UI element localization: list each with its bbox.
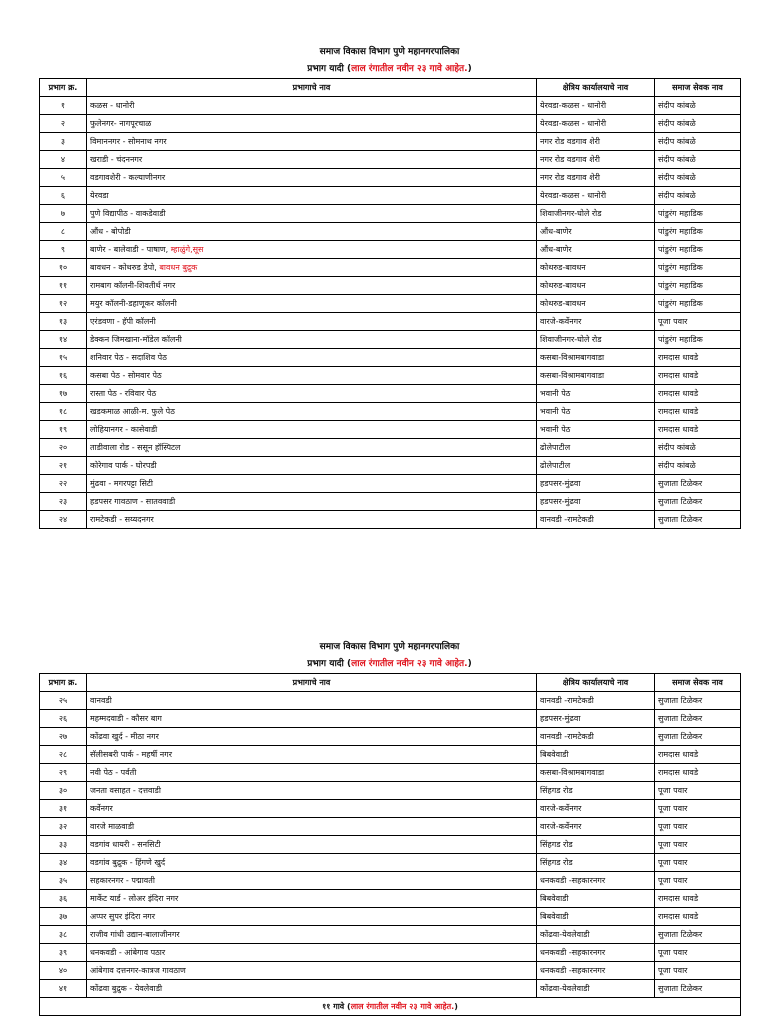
- ward-name-cell: [87, 511, 537, 529]
- office-name-cell: कोंढवा-येवलेवाडी: [537, 926, 655, 944]
- ward-name-text: शनिवार पेठ - सदाशिव पेठ: [90, 352, 167, 362]
- ward-no-cell: ३५: [40, 872, 87, 890]
- document-subtitle: [39, 655, 740, 673]
- ward-name-cell: [87, 187, 537, 205]
- office-name-cell: वानवडी -रामटेकडी: [537, 728, 655, 746]
- ward-name-text: अप्पर सुपर इंदिरा नगर: [90, 911, 156, 921]
- office-name-cell: कोथरुड-बावधन: [537, 277, 655, 295]
- ward-name-text: मुंढवा - मगरपट्टा सिटी: [90, 478, 153, 488]
- table-row: [40, 926, 741, 944]
- worker-name-cell: पांडुरंग महाडिक: [655, 205, 741, 223]
- ward-no-cell: ४१: [40, 980, 87, 998]
- ward-name-text: खडकमाळ आळी-म. फुले पेठ: [90, 406, 175, 416]
- table-row: [40, 962, 741, 980]
- subtitle-text: प्रभाग यादी (: [307, 659, 352, 669]
- table-row: [40, 367, 741, 385]
- office-name-cell: बिबवेवाडी: [537, 746, 655, 764]
- ward-no-cell: ३८: [40, 926, 87, 944]
- ward-name-text: वडगावशेरी - कल्याणीनगर: [90, 172, 166, 182]
- header-worker-name: समाज सेवक नाव: [655, 79, 741, 97]
- office-name-cell: कोथरुड-बावधन: [537, 295, 655, 313]
- worker-name-cell: संदीप कांबळे: [655, 115, 741, 133]
- ward-name-cell: [87, 277, 537, 295]
- office-name-cell: कोंढवा-येवलेवाडी: [537, 980, 655, 998]
- worker-name-cell: सुजाता टिळेकर: [655, 475, 741, 493]
- ward-no-cell: १४: [40, 331, 87, 349]
- worker-name-cell: पांडुरंग महाडिक: [655, 223, 741, 241]
- table-row: [40, 151, 741, 169]
- ward-name-text: धनकवडी - आंबेगाव पठार: [90, 947, 166, 957]
- table-row: [40, 385, 741, 403]
- table-row: [40, 944, 741, 962]
- header-ward-no: प्रभाग क्र.: [40, 79, 87, 97]
- ward-no-cell: २४: [40, 511, 87, 529]
- table-row: [40, 493, 741, 511]
- ward-name-text: ताडीवाला रोड - ससून हॉस्पिटल: [90, 442, 181, 452]
- worker-name-cell: पूजा पवार: [655, 782, 741, 800]
- office-name-cell: कसबा-विश्रामबागवाडा: [537, 764, 655, 782]
- worker-name-cell: रामदास धावडे: [655, 349, 741, 367]
- ward-name-cell: [87, 692, 537, 710]
- ward-name-cell: [87, 890, 537, 908]
- ward-name-text: राजीव गांधी उद्यान-बालाजीनगर: [90, 929, 180, 939]
- ward-name-text: हडपसर गावठाण - सातववाडी: [90, 496, 176, 506]
- header-ward-name: प्रभागाचे नाव: [87, 79, 537, 97]
- worker-name-cell: संदीप कांबळे: [655, 187, 741, 205]
- ward-name-text: मार्केट यार्ड - लोअर इंदिरा नगर: [90, 893, 179, 903]
- header-worker-name: समाज सेवक नाव: [655, 674, 741, 692]
- ward-no-cell: ४: [40, 151, 87, 169]
- worker-name-cell: सुजाता टिळेकर: [655, 692, 741, 710]
- subtitle-close: ): [467, 659, 472, 669]
- worker-name-cell: रामदास धावडे: [655, 908, 741, 926]
- ward-name-cell: [87, 295, 537, 313]
- table-row: [40, 259, 741, 277]
- ward-table-2: [39, 673, 741, 1016]
- ward-no-cell: २२: [40, 475, 87, 493]
- ward-no-cell: २९: [40, 764, 87, 782]
- table-row: [40, 277, 741, 295]
- office-name-cell: बिबवेवाडी: [537, 908, 655, 926]
- ward-no-cell: ४०: [40, 962, 87, 980]
- table-row: [40, 475, 741, 493]
- ward-name-cell: [87, 908, 537, 926]
- ward-no-cell: ७: [40, 205, 87, 223]
- ward-name-text: मयुर कॉलनी-डहाणूकर कॉलनी: [90, 298, 177, 308]
- worker-name-cell: सुजाता टिळेकर: [655, 728, 741, 746]
- table-row: [40, 205, 741, 223]
- worker-name-cell: पांडुरंग महाडिक: [655, 259, 741, 277]
- ward-name-text: डेक्कन जिमखाना-मॉडेल कॉलनी: [90, 334, 182, 344]
- table-header-row: [40, 79, 741, 97]
- worker-name-cell: संदीप कांबळे: [655, 439, 741, 457]
- worker-name-cell: रामदास धावडे: [655, 367, 741, 385]
- office-name-cell: येरवडा-कळस - धानोरी: [537, 115, 655, 133]
- subtitle-text: प्रभाग यादी (: [307, 64, 352, 74]
- ward-name-text: सॅलीसबरी पार्क - महर्षी नगर: [90, 749, 172, 759]
- ward-name-text: खराडी - चंदननगर: [90, 154, 143, 164]
- office-name-cell: वानवडी -रामटेकडी: [537, 511, 655, 529]
- ward-name-text: वारजे माळवाडी: [90, 821, 135, 831]
- ward-name-cell: [87, 421, 537, 439]
- ward-name-cell: [87, 818, 537, 836]
- ward-name-cell: [87, 980, 537, 998]
- office-name-cell: वारजे-कर्वेनगर: [537, 313, 655, 331]
- subtitle-close: ): [467, 64, 472, 74]
- office-name-cell: औंध-बाणेर: [537, 223, 655, 241]
- office-name-cell: औंध-बाणेर: [537, 241, 655, 259]
- header-ward-name: प्रभागाचे नाव: [87, 674, 537, 692]
- table-row: [40, 890, 741, 908]
- office-name-cell: वारजे-कर्वेनगर: [537, 800, 655, 818]
- document-subtitle: [39, 60, 740, 78]
- office-name-cell: कसबा-विश्रामबागवाडा: [537, 367, 655, 385]
- office-name-cell: धनकवडी -सहकारनगर: [537, 962, 655, 980]
- ward-no-cell: २८: [40, 746, 87, 764]
- office-name-cell: नगर रोड वडगाव शेरी: [537, 151, 655, 169]
- worker-name-cell: रामदास धावडे: [655, 421, 741, 439]
- table-row: [40, 764, 741, 782]
- ward-name-cell: [87, 331, 537, 349]
- ward-no-cell: ३९: [40, 944, 87, 962]
- office-name-cell: भवानी पेठ: [537, 403, 655, 421]
- header-office-name: क्षेत्रिय कार्यालयाचे नाव: [537, 79, 655, 97]
- worker-name-cell: पांडुरंग महाडिक: [655, 277, 741, 295]
- table-row: [40, 241, 741, 259]
- worker-name-cell: पांडुरंग महाडिक: [655, 241, 741, 259]
- office-name-cell: शिवाजीनगर-घोले रोड: [537, 205, 655, 223]
- ward-name-cell: [87, 367, 537, 385]
- ward-name-text: कसबा पेठ - सोमवार पेठ: [90, 370, 162, 380]
- ward-name-cell: [87, 439, 537, 457]
- worker-name-cell: रामदास धावडे: [655, 746, 741, 764]
- office-name-cell: येरवडा-कळस - धानोरी: [537, 187, 655, 205]
- office-name-cell: ढोलेपाटील: [537, 457, 655, 475]
- ward-name-cell: [87, 97, 537, 115]
- ward-no-cell: ३: [40, 133, 87, 151]
- ward-name-cell: [87, 926, 537, 944]
- ward-name-text: लोहियानगर - कासेवाडी: [90, 424, 158, 434]
- ward-no-cell: ५: [40, 169, 87, 187]
- worker-name-cell: पूजा पवार: [655, 962, 741, 980]
- ward-name-text: कळस - धानोरी: [90, 100, 135, 110]
- table-row: [40, 728, 741, 746]
- ward-name-cell: [87, 403, 537, 421]
- ward-no-cell: १६: [40, 367, 87, 385]
- ward-name-text: वानवडी: [90, 695, 112, 705]
- ward-no-cell: २०: [40, 439, 87, 457]
- table-row: [40, 133, 741, 151]
- subtitle-red-note: लाल रंगातील नवीन २३ गावे आहेत.: [351, 64, 468, 74]
- ward-no-cell: २५: [40, 692, 87, 710]
- ward-name-cell: [87, 475, 537, 493]
- office-name-cell: धनकवडी -सहकारनगर: [537, 944, 655, 962]
- worker-name-cell: रामदास धावडे: [655, 385, 741, 403]
- table-row: [40, 331, 741, 349]
- ward-name-cell: [87, 493, 537, 511]
- ward-name-text: नवी पेठ - पर्वती: [90, 767, 137, 777]
- worker-name-cell: सुजाता टिळेकर: [655, 710, 741, 728]
- table-row: [40, 403, 741, 421]
- ward-name-cell: [87, 115, 537, 133]
- header-office-name: क्षेत्रिय कार्यालयाचे नाव: [537, 674, 655, 692]
- ward-name-cell: [87, 223, 537, 241]
- villages-cell: [40, 998, 741, 1016]
- ward-no-cell: १०: [40, 259, 87, 277]
- table-row: [40, 439, 741, 457]
- header-ward-no: प्रभाग क्र.: [40, 674, 87, 692]
- ward-no-cell: ११: [40, 277, 87, 295]
- ward-name-text: विमाननगर - सोमनाथ नगर: [90, 136, 167, 146]
- ward-name-cell: [87, 169, 537, 187]
- ward-no-cell: २१: [40, 457, 87, 475]
- worker-name-cell: सुजाता टिळेकर: [655, 511, 741, 529]
- worker-name-cell: पूजा पवार: [655, 854, 741, 872]
- worker-name-cell: संदीप कांबळे: [655, 457, 741, 475]
- table-row: [40, 872, 741, 890]
- office-name-cell: येरवडा-कळस - धानोरी: [537, 97, 655, 115]
- ward-no-cell: ६: [40, 187, 87, 205]
- ward-name-text: आंबेगाव दत्तनगर-कात्रज गावठाण: [90, 965, 186, 975]
- worker-name-cell: सुजाता टिळेकर: [655, 493, 741, 511]
- table-row: [40, 836, 741, 854]
- ward-name-cell: [87, 962, 537, 980]
- worker-name-cell: संदीप कांबळे: [655, 169, 741, 187]
- ward-no-cell: २६: [40, 710, 87, 728]
- worker-name-cell: रामदास धावडे: [655, 403, 741, 421]
- ward-no-cell: ३४: [40, 854, 87, 872]
- ward-name-text: सहकारनगर - पद्मावती: [90, 875, 155, 885]
- ward-name-text: फुलेनगर- नागपूरचाळ: [90, 118, 152, 128]
- ward-name-text: कोंढवा खुर्द - मीठा नगर: [90, 731, 159, 741]
- ward-no-cell: १३: [40, 313, 87, 331]
- worker-name-cell: पूजा पवार: [655, 944, 741, 962]
- worker-name-cell: सुजाता टिळेकर: [655, 980, 741, 998]
- ward-name-cell: [87, 457, 537, 475]
- ward-name-text: वडगांव बुद्रुक - हिंगणे खुर्द: [90, 857, 166, 867]
- ward-no-cell: ३७: [40, 908, 87, 926]
- table-row: [40, 746, 741, 764]
- ward-no-cell: २७: [40, 728, 87, 746]
- ward-name-text: कोंढवा बुद्रुक - येवलेवाडी: [90, 983, 163, 993]
- ward-name-text: महम्मदवाडी - कौसर बाग: [90, 713, 162, 723]
- ward-name-text: जनता वसाहत - दत्तवाडी: [90, 785, 161, 795]
- ward-list-section-1: [39, 44, 740, 529]
- villages-count: ११ गावे (: [322, 1001, 351, 1011]
- ward-name-cell: [87, 764, 537, 782]
- ward-name-new-village: बावधन बुद्रुक: [159, 262, 198, 272]
- ward-name-text: येरवडा: [90, 190, 109, 200]
- table-row: [40, 313, 741, 331]
- ward-name-cell: [87, 133, 537, 151]
- worker-name-cell: रामदास धावडे: [655, 764, 741, 782]
- document-title: समाज विकास विभाग पुणे महानगरपालिका: [319, 47, 460, 57]
- table-row: [40, 908, 741, 926]
- table-row: [40, 223, 741, 241]
- ward-name-cell: [87, 349, 537, 367]
- ward-name-cell: [87, 854, 537, 872]
- ward-no-cell: ३१: [40, 800, 87, 818]
- document-title: समाज विकास विभाग पुणे महानगरपालिका: [319, 642, 460, 652]
- ward-no-cell: २: [40, 115, 87, 133]
- office-name-cell: सिंहगड रोड: [537, 836, 655, 854]
- table-row: [40, 511, 741, 529]
- office-name-cell: भवानी पेठ: [537, 385, 655, 403]
- ward-no-cell: ८: [40, 223, 87, 241]
- worker-name-cell: पूजा पवार: [655, 818, 741, 836]
- worker-name-cell: पूजा पवार: [655, 800, 741, 818]
- table-row: [40, 295, 741, 313]
- ward-no-cell: ९: [40, 241, 87, 259]
- office-name-cell: हडपसर-मुंढवा: [537, 710, 655, 728]
- table-row: [40, 115, 741, 133]
- ward-no-cell: ३२: [40, 818, 87, 836]
- office-name-cell: भवानी पेठ: [537, 421, 655, 439]
- ward-table-body-1: [40, 97, 741, 529]
- subtitle-red-note: लाल रंगातील नवीन २३ गावे आहेत.: [351, 659, 468, 669]
- table-row: [40, 97, 741, 115]
- worker-name-cell: संदीप कांबळे: [655, 151, 741, 169]
- office-name-cell: हडपसर-मुंढवा: [537, 475, 655, 493]
- villages-row: [40, 998, 741, 1016]
- office-name-cell: वारजे-कर्वेनगर: [537, 818, 655, 836]
- table-row: [40, 854, 741, 872]
- ward-name-cell: [87, 728, 537, 746]
- table-row: [40, 710, 741, 728]
- ward-name-text: रामटेकडी - सय्यदनगर: [90, 514, 154, 524]
- office-name-cell: कोथरुड-बावधन: [537, 259, 655, 277]
- villages-red-note: लाल रंगातील नवीन २३ गावे आहेत.: [350, 1001, 455, 1011]
- table-header-row: [40, 674, 741, 692]
- table-row: [40, 421, 741, 439]
- table-row: [40, 349, 741, 367]
- worker-name-cell: पूजा पवार: [655, 313, 741, 331]
- table-row: [40, 800, 741, 818]
- ward-no-cell: ३०: [40, 782, 87, 800]
- office-name-cell: धनकवडी -सहकारनगर: [537, 872, 655, 890]
- ward-name-text: औंध - बोपोडी: [90, 226, 131, 236]
- ward-name-cell: [87, 944, 537, 962]
- worker-name-cell: रामदास धावडे: [655, 890, 741, 908]
- ward-list-section-2: [39, 639, 740, 1016]
- ward-name-new-village: म्हाळुंगे,सूस: [170, 244, 204, 254]
- office-name-cell: शिवाजीनगर-घोले रोड: [537, 331, 655, 349]
- office-name-cell: नगर रोड वडगाव शेरी: [537, 133, 655, 151]
- worker-name-cell: पांडुरंग महाडिक: [655, 295, 741, 313]
- table-row: [40, 692, 741, 710]
- ward-name-text: वडगांव धायरी - सनसिटी: [90, 839, 161, 849]
- ward-no-cell: २३: [40, 493, 87, 511]
- office-name-cell: सिंहगड रोड: [537, 782, 655, 800]
- worker-name-cell: सुजाता टिळेकर: [655, 926, 741, 944]
- ward-table-1: [39, 78, 741, 529]
- ward-name-text: बाणेर - बालेवाडी - पाषाण,: [90, 244, 169, 254]
- table-row: [40, 980, 741, 998]
- ward-no-cell: १५: [40, 349, 87, 367]
- ward-no-cell: ३३: [40, 836, 87, 854]
- ward-name-text: रास्ता पेठ - रविवार पेठ: [90, 388, 157, 398]
- ward-no-cell: १: [40, 97, 87, 115]
- office-name-cell: वानवडी -रामटेकडी: [537, 692, 655, 710]
- ward-name-text: कोरेगाव पार्क - घोरपडी: [90, 460, 157, 470]
- villages-close: ): [454, 1001, 458, 1011]
- ward-name-text: रामबाग कॉलनी-शिवतीर्थ नगर: [90, 280, 176, 290]
- ward-name-cell: [87, 782, 537, 800]
- ward-name-cell: [87, 746, 537, 764]
- ward-name-text: कर्वेनगर: [90, 803, 113, 813]
- ward-name-cell: [87, 241, 537, 259]
- table-row: [40, 187, 741, 205]
- ward-name-cell: [87, 800, 537, 818]
- office-name-cell: कसबा-विश्रामबागवाडा: [537, 349, 655, 367]
- table-row: [40, 782, 741, 800]
- worker-name-cell: पांडुरंग महाडिक: [655, 331, 741, 349]
- ward-name-cell: [87, 385, 537, 403]
- ward-name-cell: [87, 313, 537, 331]
- worker-name-cell: संदीप कांबळे: [655, 133, 741, 151]
- ward-name-cell: [87, 872, 537, 890]
- worker-name-cell: पूजा पवार: [655, 836, 741, 854]
- worker-name-cell: पूजा पवार: [655, 872, 741, 890]
- worker-name-cell: संदीप कांबळे: [655, 97, 741, 115]
- ward-no-cell: १२: [40, 295, 87, 313]
- ward-no-cell: ३६: [40, 890, 87, 908]
- ward-name-text: एरंडवणा - हॅपी कॉलनी: [90, 316, 156, 326]
- ward-no-cell: १९: [40, 421, 87, 439]
- table-row: [40, 457, 741, 475]
- ward-name-cell: [87, 205, 537, 223]
- ward-name-cell: [87, 836, 537, 854]
- ward-name-text: बावधन - कोथरुड डेपो,: [90, 262, 157, 272]
- table-row: [40, 169, 741, 187]
- table-row: [40, 818, 741, 836]
- office-name-cell: बिबवेवाडी: [537, 890, 655, 908]
- ward-name-text: पुणे विद्यापीठ - वाकडेवाडी: [90, 208, 166, 218]
- ward-no-cell: १८: [40, 403, 87, 421]
- office-name-cell: नगर रोड वडगाव शेरी: [537, 169, 655, 187]
- office-name-cell: हडपसर-मुंढवा: [537, 493, 655, 511]
- ward-table-body-2: [40, 692, 741, 998]
- ward-name-cell: [87, 151, 537, 169]
- ward-name-cell: [87, 710, 537, 728]
- ward-name-cell: [87, 259, 537, 277]
- office-name-cell: सिंहगड रोड: [537, 854, 655, 872]
- office-name-cell: ढोलेपाटील: [537, 439, 655, 457]
- ward-no-cell: १७: [40, 385, 87, 403]
